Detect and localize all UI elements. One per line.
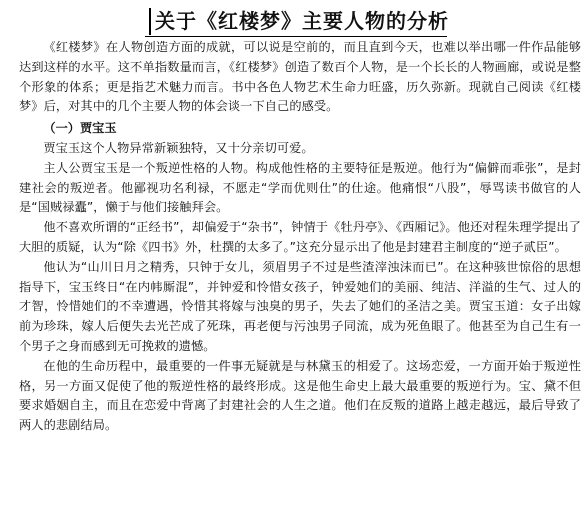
paragraph-5: 在他的生命历程中，最重要的一件事无疑就是与林黛玉的相爱了。这场恋爱，一方面开始于叛逆性格，另一方面又促使了他的叛逆性格的最终形成。这是他生命史上最大最重要的叛逆行为。宝、黛不但要求婚姻自主，而且在恋爱中背离了封建社会的人生之道。他们在反叛的道路上越走越远，最后导致了两人的悲剧结局。 [19,358,581,433]
text-cursor [149,8,151,35]
paragraph-2: 主人公贾宝玉是一个叛逆性格的人物。构成他性格的主要特征是叛逆。他行为“偏僻而乖张”，是封建社会的叛逆者。他鄙视功名利禄，不愿走“学而优则仕”的仕途。他痛恨“八股”，辱骂读书做官的人是“国贼禄蠹”，懒于与他们接触拜会。 [19,160,581,215]
paragraph-1: 贾宝玉这个人物异常新颖独特，又十分亲切可爱。 [43,140,314,155]
title-row [0,8,588,36]
intro-paragraph: 《红楼梦》在人物创造方面的成就，可以说是空前的，而且直到今天，也难以举出哪一件作品能够达到这样的水平。这不单指数量而言，《红楼梦》创造了数百个人物，是一个长长的人物画廊，或说是整个形象的体系；更是指艺术魅力而言。书中各色人物艺术生命力旺盛，历久弥新。现就自己阅读《红楼梦》后，对其中的几个主要人物的体会谈一下自己的感受。 [19,40,581,114]
section-heading: （一）贾宝玉 [43,121,117,136]
paragraph-4: 他认为“山川日月之精秀，只钟于女儿，须眉男子不过是些渣滓浊沫而已”。在这种骇世惊俗的思想指导下，宝玉终日“在内帏厮混”，并钟爱和怜惜女孩子，钟爱她们的美丽、纯洁、洋溢的生气、过人的才智，怜惜她们的不幸遭遇，怜惜其将嫁与浊臭的男子，失去了她们的圣洁之美。贾宝玉道：女子出嫁前为珍珠，嫁人后便失去光芒成了死珠，再老便与污浊男子同流，成为死鱼眼了。他甚至为自己生有一个男子之身而感到无可挽救的遗憾。 [19,259,581,353]
document-title: 关于《红楼梦》主要人物的分析 [155,9,449,33]
document-body [19,38,581,436]
title-underline [145,36,447,37]
paragraph-3: 他不喜欢所谓的“正经书”，却偏爱于“杂书”，钟情于《牡丹亭》、《西厢记》。他还对程朱理学提出了大胆的质疑，认为“除《四书》外，杜撰的太多了。”这充分显示出了他是封建君主制度的“逆子贰臣”。 [19,220,581,254]
